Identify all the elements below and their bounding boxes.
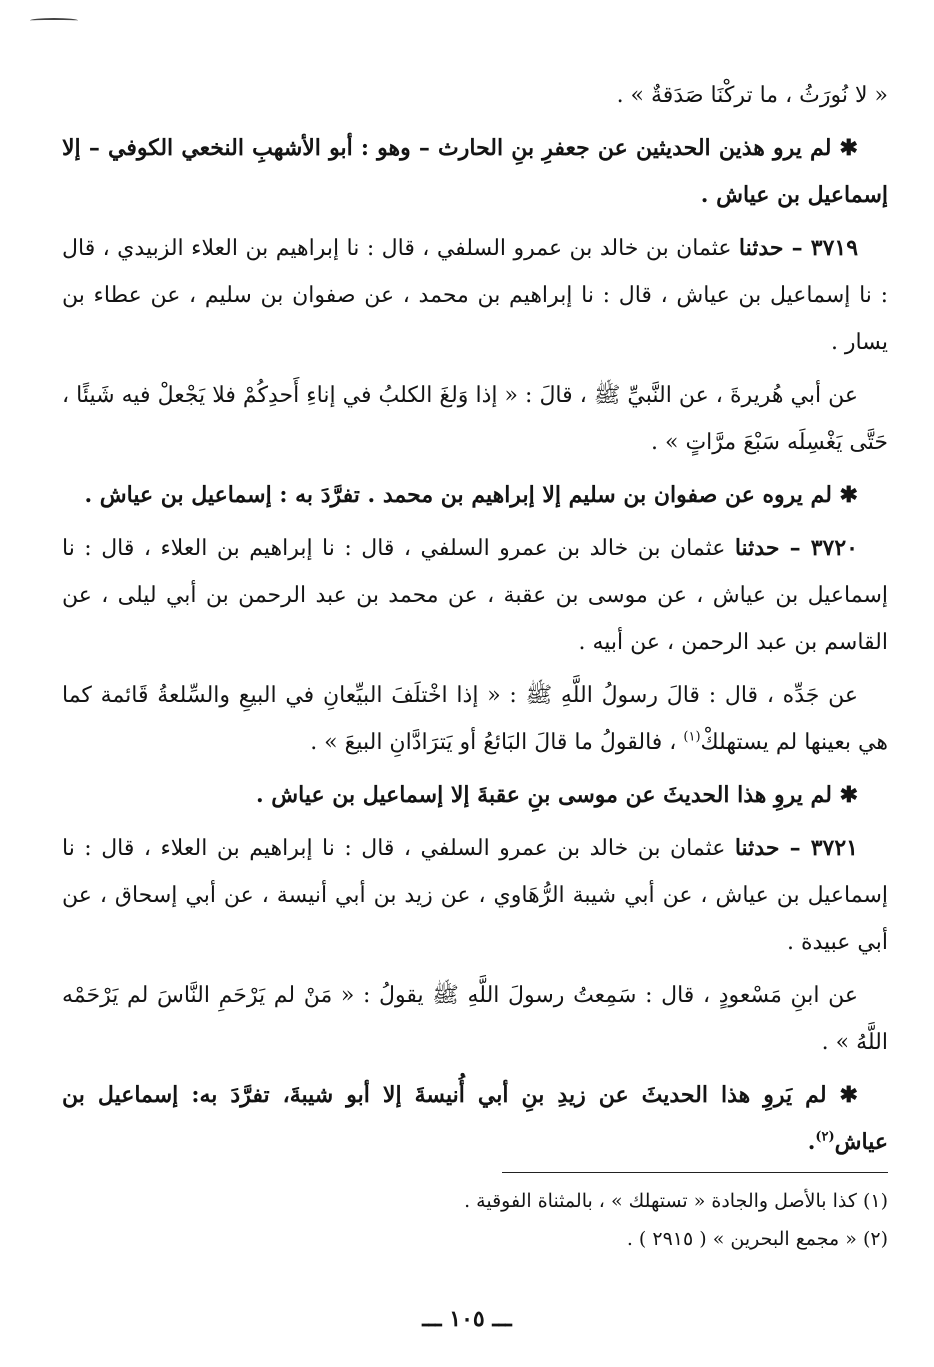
corner-mark: [30, 18, 78, 23]
hadith-isnad-3721: ٣٧٢١ – حدثنا عثمان بن خالد بن عمرو السلفي ، قال : نا إبراهيم بن العلاء ، قال : نا إسماعيل بن عياش ، عن أبي شيبة الرُّهَاوي ، عن زيد بن أبي أنيسة ، عن أبي إسحاق ، عن أبي عبيدة .: [62, 835, 888, 955]
page-number: ـــ ١٠٥ ـــ: [422, 1306, 512, 1332]
hadith-isnad-3719: ٣٧١٩ – حدثنا عثمان بن خالد بن عمرو السلفي ، قال : نا إبراهيم بن العلاء الزبيدي ، قال : نا إسماعيل بن عياش ، قال : نا إبراهيم بن محمد ، عن صفوان بن سليم ، عن عطاء بن يسار .: [62, 235, 888, 355]
hadith-commentary: ✱ لم يروه عن صفوان بن سليم إلا إبراهيم بن محمد . تفرَّدَ به : إسماعيل بن عياش .: [84, 482, 858, 508]
hadith-number: ٣٧١٩ – حدثنا: [738, 235, 859, 261]
footnote-ref: (٢): [815, 1129, 835, 1145]
footnote: (١) كذا بالأصل والجادة « تستهلك » ، بالمثناة الفوقية .: [464, 1190, 888, 1212]
footnote-divider: [502, 1172, 888, 1173]
footnotes: [62, 1182, 888, 1258]
hadith-number: ٣٧٢١ – حدثنا: [734, 835, 858, 861]
footnote-ref: (١): [683, 729, 701, 745]
hadith-commentary: ✱ لم يرو هذين الحديثين عن جعفرِ بنِ الحارث – وهو : أبو الأشهبِ النخعي الكوفي – إلا إسماعيل بن عياش .: [62, 135, 888, 208]
hadith-text: عن أبي هُريرةَ ، عن النَّبيِّ ﷺ ، قالَ : « إذا وَلغَ الكلبُ في إناءِ أَحدِكُمْ فلا يَجْعلْ فيه شَيئًا ، حَتَّى يَغْسِلَه سَبْعَ مرَّاتٍ » .: [62, 383, 888, 455]
hadith-text: عن جَدِّه ، قال : قالَ رسولُ اللَّهِ ﷺ : « إذا اخْتلَفَ البيِّعانِ في البيعِ والسِّلعةُ قَائمة كما هي بعينها لم يستهلكْ$^{(١)}$ ، فالقولُ ما قالَ البَائعُ أو يَترَادَّانِ البيعَ » .: [62, 683, 888, 755]
footnote: (٢) « مجمع البحرين » ( ٢٩١٥ ) .: [626, 1228, 888, 1250]
hadith-commentary: ✱ لم يروِ هذا الحديثَ عن موسى بنِ عقبةَ إلا إسماعيل بن عياش .: [255, 782, 858, 808]
hadith-number: ٣٧٢٠ – حدثنا: [734, 535, 858, 561]
hadith-commentary: ✱ لم يَروِ هذا الحديثَ عن زيدِ بنِ أبي أُنيسةَ إلا أبو شيبةَ، تفرَّدَ به: إسماعيل بن عياش$^{(٢)}$.: [62, 1082, 888, 1155]
hadith-text: « لا نُورَثُ ، ما تركْنَا صَدَقةٌ » .: [616, 83, 888, 108]
page-body: [62, 72, 888, 1172]
hadith-text: عن ابنِ مَسْعودٍ ، قال : سَمِعتُ رسولَ اللَّهِ ﷺ يقولُ : « مَنْ لم يَرْحَمِ النَّاسَ لم يَرْحَمْه اللَّهُ » .: [62, 983, 888, 1055]
hadith-isnad-3720: ٣٧٢٠ – حدثنا عثمان بن خالد بن عمرو السلفي ، قال : نا إبراهيم بن العلاء ، قال : نا إسماعيل بن عياش ، عن موسى بن عقبة ، عن محمد بن عبد الرحمن بن أبي ليلى ، عن القاسم بن عبد الرحمن ، عن أبيه .: [62, 535, 888, 655]
